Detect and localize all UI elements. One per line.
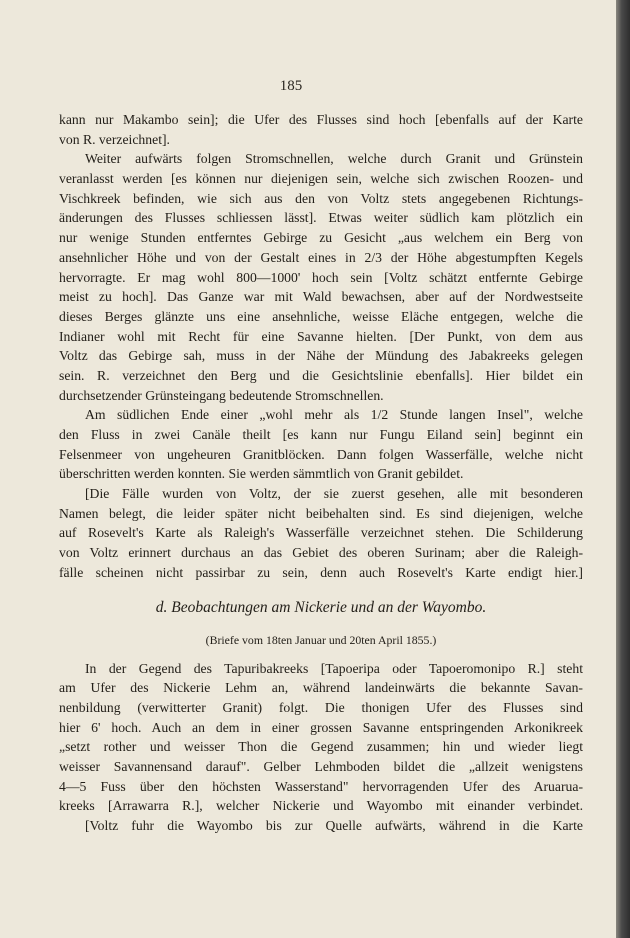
section-heading: d. Beobachtungen am Nickerie und an der Wayombo. bbox=[155, 598, 487, 616]
text-line: hervorragte. Er mag wohl 800—1000' hoch sein [Voltz schätzt entfernte Gebirge bbox=[59, 269, 583, 285]
text-line: sein. R. verzeichnet den Berg und die Gesichtslinie ebenfalls]. Hier bildet ein bbox=[59, 367, 583, 383]
text-line: kann nur Makambo sein]; die Ufer des Flusses sind hoch [ebenfalls auf der Karte bbox=[59, 112, 583, 127]
text-line: 4—5 Fuss über den höchsten Wasserstand" hervorragenden Ufer des Aruarua- bbox=[59, 778, 583, 794]
text-line: änderungen des Flusses schliessen lässt]. Etwas weiter südlich kam plötzlich ein bbox=[59, 210, 583, 226]
page-body bbox=[59, 110, 583, 836]
text-line: Am südlichen Ende einer „wohl mehr als 1/2 Stunde langen Insel", welche bbox=[85, 407, 583, 423]
text-line: veranlasst werden [es können nur diejenigen sein, welche sich zwischen Roozen- und bbox=[59, 171, 583, 187]
text-line: von Voltz erinnert durchaus an das Gebiet des oberen Surinam; aber die Raleigh- bbox=[59, 545, 583, 561]
text-line: nenbildung (verwitterter Granit) folgt. Die thonigen Ufer des Flusses sind bbox=[59, 699, 583, 715]
text-line: Weiter aufwärts folgen Stromschnellen, welche durch Granit und Grünstein bbox=[85, 151, 583, 167]
text-line: Voltz das Gebirge sah, muss in der Nähe der Mündung des Jabakreeks gelegen bbox=[59, 348, 583, 364]
text-line: den Fluss in zwei Canäle theilt [es kann nur Fungu Eiland sein] beginnt ein bbox=[59, 427, 583, 442]
text-line: Felsenmeer von ungeheuren Granitblöcken. Dann folgen Wasserfälle, welche nicht bbox=[59, 446, 583, 462]
text-line: ansehnlicher Höhe und von der Gestalt eines in 2/3 der Höhe abgestumpften Kegels bbox=[59, 249, 583, 265]
text-line: weisser Savannensand darauf". Gelber Lehmboden bildet die „allzeit wenigstens bbox=[59, 758, 583, 774]
text-line: [Voltz fuhr die Wayombo bis zur Quelle aufwärts, während in die Karte bbox=[85, 818, 583, 833]
text-line: durchsetzender Grünsteingang bedeutende Stromschnellen. bbox=[59, 387, 384, 403]
text-line: nur wenige Stunden entferntes Gebirge zu Gesicht „aus welchem ein Berg von bbox=[59, 230, 583, 246]
text-line: überschritten werden konnten. Sie werden sämmtlich von Granit gebildet. bbox=[59, 466, 464, 482]
paragraphs-after-section bbox=[59, 659, 583, 836]
section-subheading: (Briefe vom 18ten Januar und 20ten April 1855.) bbox=[205, 632, 437, 647]
text-line: Vischkreek befinden, wie sich aus den von Voltz stets angegebenen Richtungs- bbox=[59, 190, 583, 206]
book-edge bbox=[616, 0, 630, 938]
text-line: Indianer wohl mit Recht für eine Savanne hielten. [Der Punkt, von dem aus bbox=[59, 328, 583, 344]
text-line: von R. verzeichnet]. bbox=[59, 131, 170, 147]
text-line: am Ufer des Nickerie Lehm an, während landeinwärts die bekannte Savan- bbox=[59, 680, 583, 696]
text-line: kreeks [Arrawarra R.], welcher Nickerie und Wayombo mit einander verbindet. bbox=[59, 798, 583, 814]
text-line: auf Rosevelt's Karte als Raleigh's Wasserfälle verzeichnet stehen. Die Schilderung bbox=[59, 525, 583, 541]
page-number: 185 bbox=[279, 78, 303, 94]
text-line: [Die Fälle wurden von Voltz, der sie zuerst gesehen, alle mit besonderen bbox=[85, 486, 583, 502]
text-line: In der Gegend des Tapuribakreeks [Tapoeripa oder Tapoeromonipo R.] steht bbox=[85, 660, 583, 676]
text-line: „setzt rother und weisser Thon die Gegend zusammen; hin und wieder liegt bbox=[59, 739, 583, 755]
text-line: fälle scheinen nicht passirbar zu sein, denn auch Rosevelt's Karte endigt hier.] bbox=[59, 564, 583, 580]
text-line: dieses Berges glänzte uns eine ansehnliche, weisse Eläche entgegen, welche die bbox=[59, 308, 583, 324]
text-line: meist zu hoch]. Das Ganze war mit Wald bewachsen, aber auf der Nordwestseite bbox=[59, 289, 583, 305]
text-line: Namen belegt, die leider später nicht beibehalten sind. Es sind diejenigen, welche bbox=[59, 505, 583, 521]
paragraphs-before-section bbox=[59, 110, 583, 583]
text-line: hier 6' hoch. Auch an dem in einer grossen Savanne entspringenden Arkonikreek bbox=[59, 719, 583, 735]
